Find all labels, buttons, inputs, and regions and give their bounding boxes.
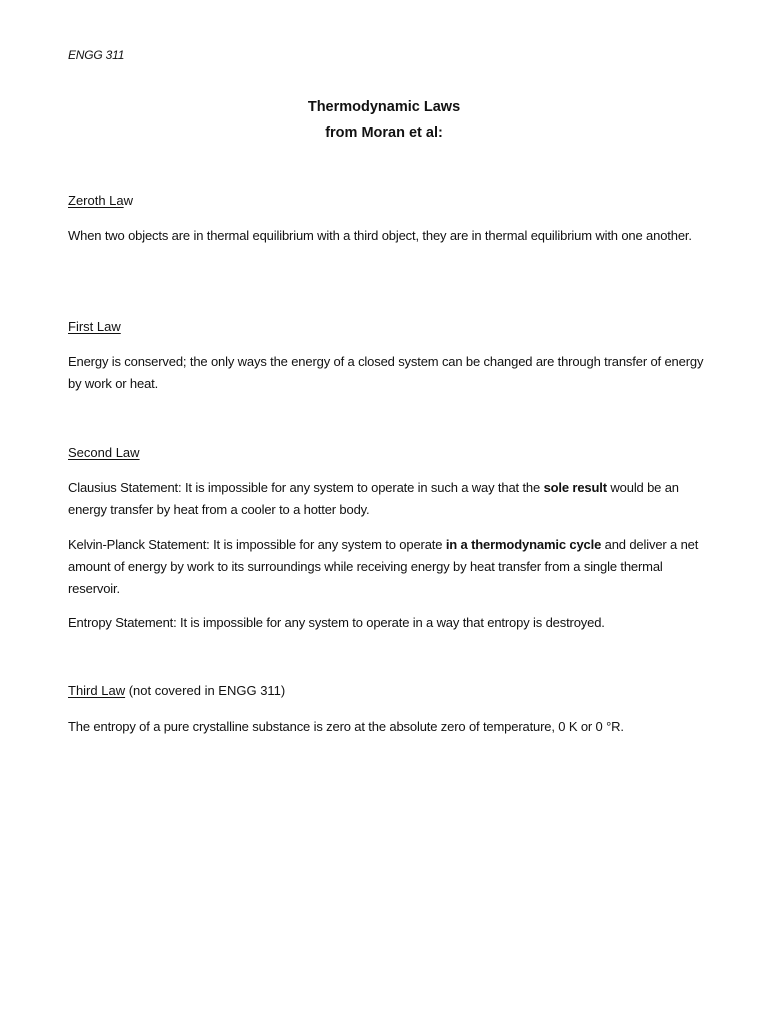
clausius-statement [68, 477, 708, 521]
zeroth-law-heading-underlined: Zeroth La [68, 193, 124, 208]
title-line-2: from Moran et al: [325, 125, 443, 141]
kelvin-text-pre: Kelvin-Planck Statement: It is impossible for any system to operate [68, 537, 446, 552]
document-title [0, 94, 768, 146]
title-line-1: Thermodynamic Laws [307, 99, 461, 115]
first-law-heading-label: First Law [68, 319, 121, 334]
third-law-text: The entropy of a pure crystalline substance is zero at the absolute zero of temperature, 0 K or 0 °R. [68, 719, 624, 734]
entropy-statement: Entropy Statement: It is impossible for any system to operate in a way that entropy is destroyed. [68, 615, 605, 630]
first-law-heading [68, 318, 121, 336]
first-law-text: Energy is conserved; the only ways the energy of a closed system can be changed are through transfer of energy by work or heat. [68, 354, 704, 391]
clausius-text-pre: Clausius Statement: It is impossible for any system to operate in such a way that the [68, 480, 544, 495]
third-law-heading-note: (not covered in ENGG 311) [125, 683, 286, 698]
course-code-header: ENGG 311 [68, 48, 125, 62]
zeroth-law-heading [68, 192, 133, 210]
second-law-heading [68, 444, 140, 462]
kelvin-emphasis: in a thermodynamic cycle [445, 537, 602, 552]
zeroth-law-text: When two objects are in thermal equilibrium with a third object, they are in thermal equilibrium with one another. [68, 228, 692, 243]
zeroth-law-heading-tail: w [123, 193, 134, 208]
third-law-heading [68, 682, 285, 700]
third-law-heading-label: Third Law [68, 683, 126, 698]
clausius-emphasis: sole result [543, 480, 607, 495]
second-law-heading-label: Second Law [68, 445, 140, 460]
kelvin-text-post: and deliver a net amount of energy by work to its surroundings while receiving energy by heat transfer from a single thermal reservoir. [68, 537, 699, 596]
kelvin-planck-statement [68, 534, 708, 600]
clausius-text-post: would be an energy transfer by heat from a cooler to a hotter body. [68, 480, 679, 517]
